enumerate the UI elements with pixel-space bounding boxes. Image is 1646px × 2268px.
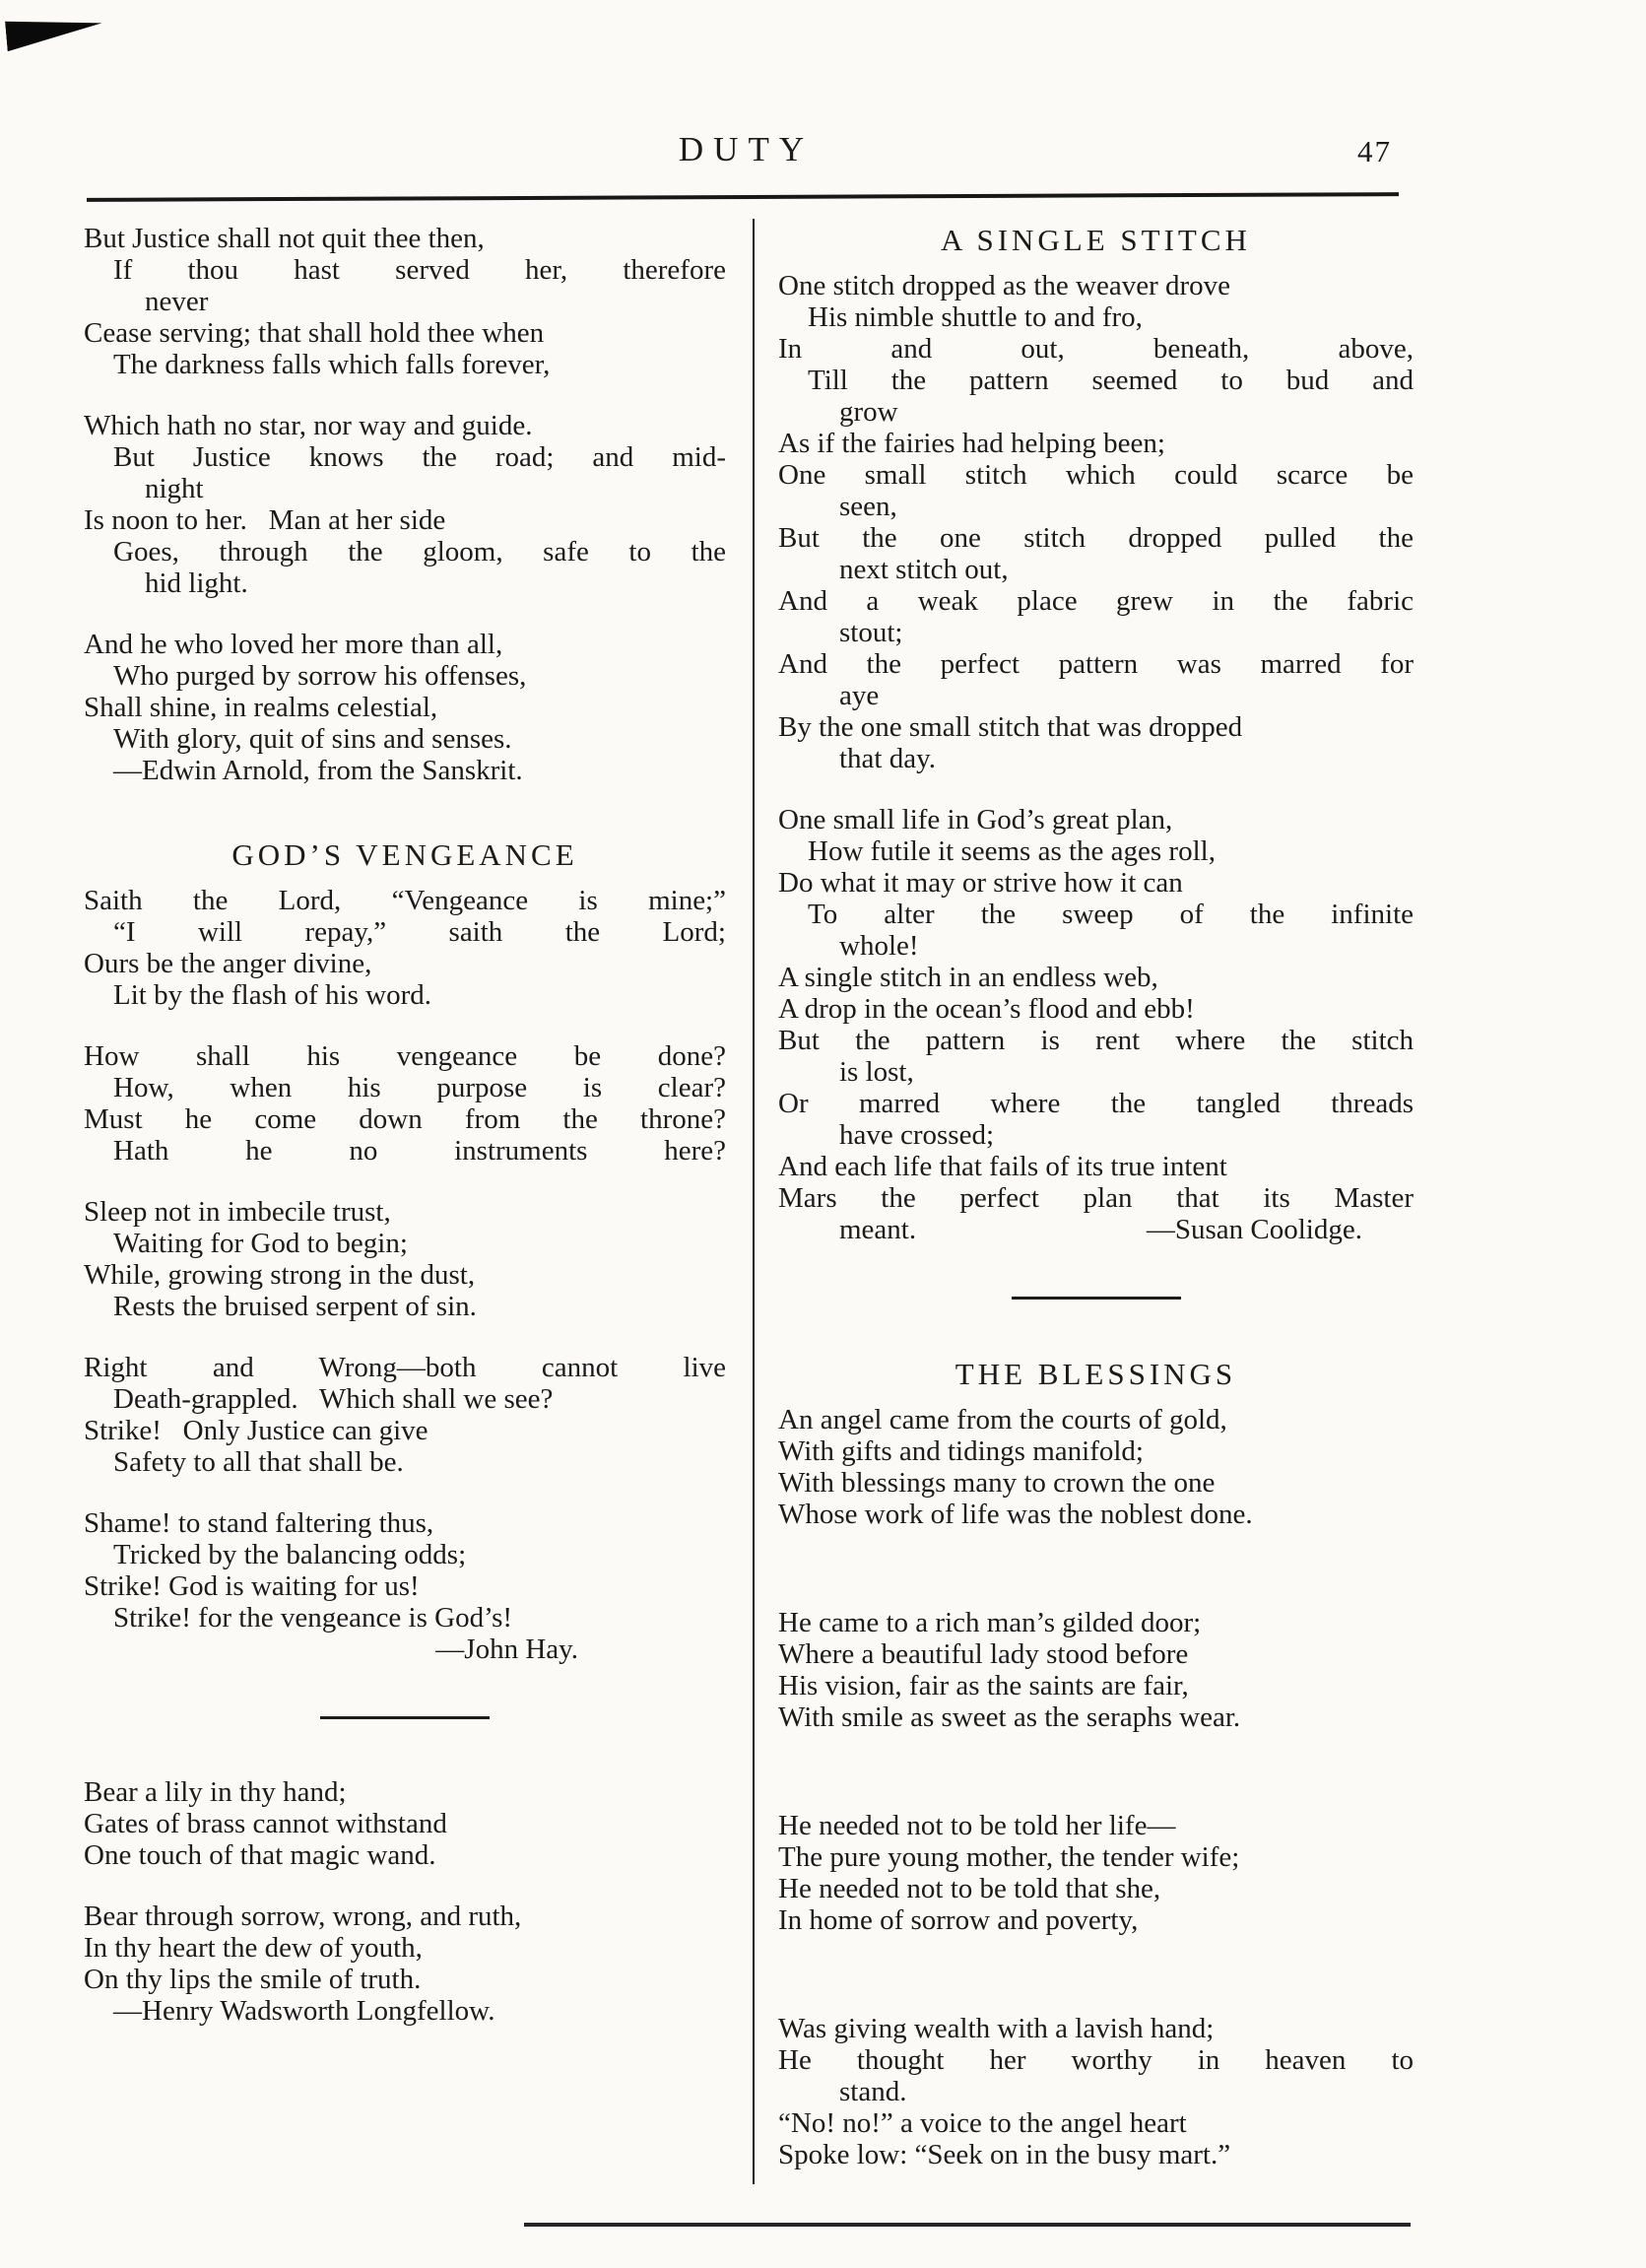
line-text: Whose work of life was the noblest done.	[778, 1499, 1253, 1530]
verse-line	[778, 680, 1414, 711]
verse-line	[778, 1810, 1414, 1841]
stanza	[84, 885, 726, 1011]
verse-line	[778, 1214, 1414, 1245]
verse-line	[84, 1259, 726, 1291]
verse-line	[84, 1932, 726, 1964]
line-text: Must he come down from the throne?	[84, 1103, 726, 1135]
line-text: is lost,	[839, 1056, 914, 1088]
verse-line	[778, 743, 1414, 774]
verse-line	[84, 1964, 726, 1995]
verse-line	[778, 522, 1414, 554]
left-column	[84, 223, 726, 2078]
verse-line	[778, 2013, 1414, 2044]
line-text: A drop in the ocean’s flood and ebb!	[778, 993, 1195, 1025]
line-text: Bear through sorrow, wrong, and ruth,	[84, 1901, 522, 1932]
verse-line	[84, 1135, 726, 1167]
verse-line	[778, 1904, 1414, 1936]
attribution-inline: —Susan Coolidge.	[1146, 1214, 1362, 1245]
verse-line	[84, 223, 726, 254]
line-text: He thought her worthy in heaven to	[778, 2044, 1414, 2076]
line-text: To alter the sweep of the infinite	[808, 899, 1414, 930]
line-text: One stitch dropped as the weaver drove	[778, 270, 1231, 301]
line-text: that day.	[839, 743, 936, 774]
stanza	[778, 270, 1414, 774]
verse-line	[778, 1841, 1414, 1873]
verse-line	[778, 1404, 1414, 1435]
running-title: DUTY	[678, 130, 815, 168]
line-text: But the pattern is rent where the stitch	[778, 1025, 1414, 1056]
line-text: The darkness falls which falls forever,	[113, 349, 551, 380]
verse-line	[778, 1701, 1414, 1733]
page-number: 47	[1357, 134, 1392, 168]
stanza	[84, 1901, 726, 2027]
line-text: And he who loved her more than all,	[84, 629, 503, 660]
line-text: night	[145, 473, 204, 504]
line-text: seen,	[839, 491, 897, 522]
line-text: But the one stitch dropped pulled the	[778, 522, 1414, 554]
line-text: And each life that fails of its true intent	[778, 1151, 1227, 1182]
verse-line	[84, 317, 726, 349]
line-text: Who purged by sorrow his offenses,	[113, 660, 527, 692]
stanza	[778, 2013, 1414, 2170]
verse-line	[84, 1415, 726, 1446]
verse-line	[84, 1196, 726, 1228]
line-text: Shame! to stand faltering thus,	[84, 1507, 434, 1539]
verse-line	[778, 2044, 1414, 2076]
line-text: Bear a lily in thy hand;	[84, 1776, 347, 1808]
line-text: Is noon to her. Man at her side	[84, 504, 446, 536]
poem-the-blessings	[778, 1357, 1414, 2170]
verse-line	[778, 459, 1414, 491]
line-text: meant.	[839, 1214, 917, 1245]
line-text: Shall shine, in realms celestial,	[84, 692, 438, 723]
verse-line	[84, 660, 726, 692]
verse-line	[84, 286, 726, 317]
verse-line	[84, 629, 726, 660]
line-text: never	[145, 286, 209, 317]
line-text: Waiting for God to begin;	[113, 1228, 408, 1259]
line-text: —John Hay.	[435, 1634, 578, 1665]
stanza	[84, 629, 726, 786]
verse-line	[84, 1228, 726, 1259]
line-text: In thy heart the dew of youth,	[84, 1932, 423, 1964]
line-text: His nimble shuttle to and fro,	[808, 301, 1143, 333]
line-text: He needed not to be told that she,	[778, 1873, 1161, 1904]
stanza	[84, 1507, 726, 1665]
line-text: As if the fairies had helping been;	[778, 428, 1165, 459]
line-text: His vision, fair as the saints are fair,	[778, 1670, 1189, 1701]
stanza	[84, 1776, 726, 1871]
verse-line	[778, 930, 1414, 962]
verse-line	[778, 2139, 1414, 2170]
line-text: And the perfect pattern was marred for	[778, 648, 1414, 680]
line-text: An angel came from the courts of gold,	[778, 1404, 1227, 1435]
verse-line	[84, 723, 726, 755]
line-text: Lit by the flash of his word.	[113, 979, 431, 1011]
line-text: —Henry Wadsworth Longfellow.	[113, 1995, 495, 2027]
line-text: How shall his vengeance be done?	[84, 1040, 726, 1072]
line-text: whole!	[839, 930, 919, 962]
bottom-rule	[524, 2223, 1411, 2227]
verse-line	[84, 1839, 726, 1871]
line-text: “No! no!” a voice to the angel heart	[778, 2107, 1187, 2139]
line-text: In home of sorrow and poverty,	[778, 1904, 1139, 1936]
verse-line	[778, 333, 1414, 365]
line-text: How futile it seems as the ages roll,	[808, 835, 1216, 867]
line-text: Saith the Lord, “Vengeance is mine;”	[84, 885, 726, 916]
line-text: grow	[839, 396, 898, 428]
line-text: Where a beautiful lady stood before	[778, 1638, 1189, 1670]
line-text: How, when his purpose is clear?	[113, 1072, 726, 1103]
verse-line	[778, 1435, 1414, 1467]
stanza	[778, 1810, 1414, 1936]
verse-line	[778, 804, 1414, 835]
verse-line	[778, 1670, 1414, 1701]
verse-line	[778, 554, 1414, 585]
verse-line	[778, 1088, 1414, 1119]
verse-line	[84, 1383, 726, 1415]
verse-line	[778, 835, 1414, 867]
verse-line	[84, 1776, 726, 1808]
poem-title: THE BLESSINGS	[955, 1357, 1237, 1391]
verse-line	[84, 1291, 726, 1322]
poem-bear-a-lily	[84, 1776, 726, 2027]
line-text: But Justice shall not quit thee then,	[84, 223, 485, 254]
verse-line	[84, 1808, 726, 1839]
verse-line	[778, 2107, 1414, 2139]
line-text: Which hath no star, nor way and guide.	[84, 410, 533, 441]
line-text: Was giving wealth with a lavish hand;	[778, 2013, 1215, 2044]
verse-line	[84, 410, 726, 441]
verse-line	[84, 441, 726, 473]
verse-line	[84, 1040, 726, 1072]
stanza	[778, 1404, 1414, 1530]
line-text: aye	[839, 680, 880, 711]
line-text: have crossed;	[839, 1119, 995, 1151]
line-text: Safety to all that shall be.	[113, 1446, 404, 1478]
verse-line	[84, 979, 726, 1011]
verse-line	[778, 1873, 1414, 1904]
line-text: One touch of that magic wand.	[84, 1839, 436, 1871]
verse-line	[84, 885, 726, 916]
verse-line	[84, 1901, 726, 1932]
line-text: One small life in God’s great plan,	[778, 804, 1173, 835]
line-text: One small stitch which could scarce be	[778, 459, 1414, 491]
verse-line	[84, 1602, 726, 1634]
verse-line	[778, 867, 1414, 899]
stanza	[84, 223, 726, 380]
verse-line	[778, 428, 1414, 459]
line-text: He needed not to be told her life—	[778, 1810, 1176, 1841]
verse-line	[778, 962, 1414, 993]
verse-line	[778, 396, 1414, 428]
verse-line	[778, 899, 1414, 930]
attribution-line	[84, 1634, 726, 1665]
verse-line	[84, 1507, 726, 1539]
line-text: Mars the perfect plan that its Master	[778, 1182, 1414, 1214]
stanza	[84, 1352, 726, 1478]
poem-a-single-stitch	[778, 223, 1414, 1245]
verse-line	[778, 993, 1414, 1025]
line-text: Strike! Only Justice can give	[84, 1415, 428, 1446]
verse-line	[84, 1103, 726, 1135]
verse-line	[778, 1119, 1414, 1151]
line-text: Tricked by the balancing odds;	[113, 1539, 467, 1570]
line-text: With smile as sweet as the seraphs wear.	[778, 1701, 1241, 1733]
verse-line	[84, 254, 726, 286]
poem-title: A SINGLE STITCH	[941, 223, 1251, 257]
line-text: The pure young mother, the tender wife;	[778, 1841, 1240, 1873]
section-divider	[1012, 1297, 1181, 1300]
verse-line	[84, 536, 726, 567]
line-text: He came to a rich man’s gilded door;	[778, 1607, 1202, 1638]
line-text: By the one small stitch that was dropped	[778, 711, 1243, 743]
line-text: Do what it may or strive how it can	[778, 867, 1183, 899]
line-text: stout;	[839, 617, 903, 648]
header-rule	[87, 192, 1399, 202]
line-text: In and out, beneath, above,	[778, 333, 1414, 365]
verse-line	[84, 349, 726, 380]
line-text: Rests the bruised serpent of sin.	[113, 1291, 477, 1322]
line-text: hid light.	[145, 567, 248, 599]
line-text: A single stitch in an endless web,	[778, 962, 1158, 993]
verse-line	[778, 1638, 1414, 1670]
stanza	[84, 1040, 726, 1167]
verse-line	[84, 916, 726, 948]
verse-line	[84, 567, 726, 599]
line-text: Hath he no instruments here?	[113, 1135, 726, 1167]
line-text: With glory, quit of sins and senses.	[113, 723, 512, 755]
verse-line	[84, 473, 726, 504]
attribution-line	[84, 755, 726, 786]
verse-line	[778, 1467, 1414, 1499]
verse-line	[778, 617, 1414, 648]
line-text: Till the pattern seemed to bud and	[808, 365, 1414, 396]
verse-line	[778, 491, 1414, 522]
line-text: Death-grappled. Which shall we see?	[113, 1383, 554, 1415]
right-column	[778, 223, 1414, 2222]
stanza	[84, 410, 726, 599]
line-text: Cease serving; that shall hold thee when	[84, 317, 545, 349]
line-text: Gates of brass cannot withstand	[84, 1808, 447, 1839]
verse-line	[778, 365, 1414, 396]
line-text: Right and Wrong—both cannot live	[84, 1352, 726, 1383]
poem-title: GOD’S VENGEANCE	[231, 837, 578, 872]
verse-line	[778, 1151, 1414, 1182]
line-text: And a weak place grew in the fabric	[778, 585, 1414, 617]
column-divider-rule	[753, 219, 755, 2184]
verse-line	[778, 585, 1414, 617]
verse-line	[778, 301, 1414, 333]
attribution-line	[84, 1995, 726, 2027]
verse-line	[84, 948, 726, 979]
line-text: stand.	[839, 2076, 907, 2107]
stanza	[778, 1607, 1414, 1733]
section-divider	[320, 1716, 490, 1719]
line-text: next stitch out,	[839, 554, 1009, 585]
verse-line	[778, 1182, 1414, 1214]
stanza	[778, 804, 1414, 1245]
line-text: Goes, through the gloom, safe to the	[113, 536, 726, 567]
verse-line	[84, 1539, 726, 1570]
verse-line	[778, 1499, 1414, 1530]
verse-line	[778, 1056, 1414, 1088]
line-text: With blessings many to crown the one	[778, 1467, 1216, 1499]
line-text: Strike! for the vengeance is God’s!	[113, 1602, 513, 1634]
line-text: On thy lips the smile of truth.	[84, 1964, 422, 1995]
verse-line	[84, 1570, 726, 1602]
verse-line	[778, 648, 1414, 680]
verse-line	[84, 1072, 726, 1103]
stanza	[84, 1196, 726, 1322]
scan-artifact-mark	[5, 10, 104, 51]
line-text: If thou hast served her, therefore	[113, 254, 726, 286]
verse-line	[84, 692, 726, 723]
line-text: While, growing strong in the dust,	[84, 1259, 476, 1291]
verse-line	[778, 711, 1414, 743]
verse-line	[778, 2076, 1414, 2107]
line-text: “I will repay,” saith the Lord;	[113, 916, 726, 948]
line-text: Or marred where the tangled threads	[778, 1088, 1414, 1119]
line-text: —Edwin Arnold, from the Sanskrit.	[113, 755, 523, 786]
verse-line	[778, 1607, 1414, 1638]
line-text: Ours be the anger divine,	[84, 948, 372, 979]
verse-line	[84, 1352, 726, 1383]
line-text: Sleep not in imbecile trust,	[84, 1196, 391, 1228]
verse-line	[84, 1446, 726, 1478]
line-text: With gifts and tidings manifold;	[778, 1435, 1144, 1467]
line-text: Spoke low: “Seek on in the busy mart.”	[778, 2139, 1231, 2170]
verse-line	[84, 504, 726, 536]
line-text: Strike! God is waiting for us!	[84, 1570, 420, 1602]
poem-justice-continued	[84, 223, 726, 786]
poem-gods-vengeance	[84, 837, 726, 1665]
line-text: But Justice knows the road; and mid-	[113, 441, 726, 473]
verse-line	[778, 1025, 1414, 1056]
verse-line	[778, 270, 1414, 301]
